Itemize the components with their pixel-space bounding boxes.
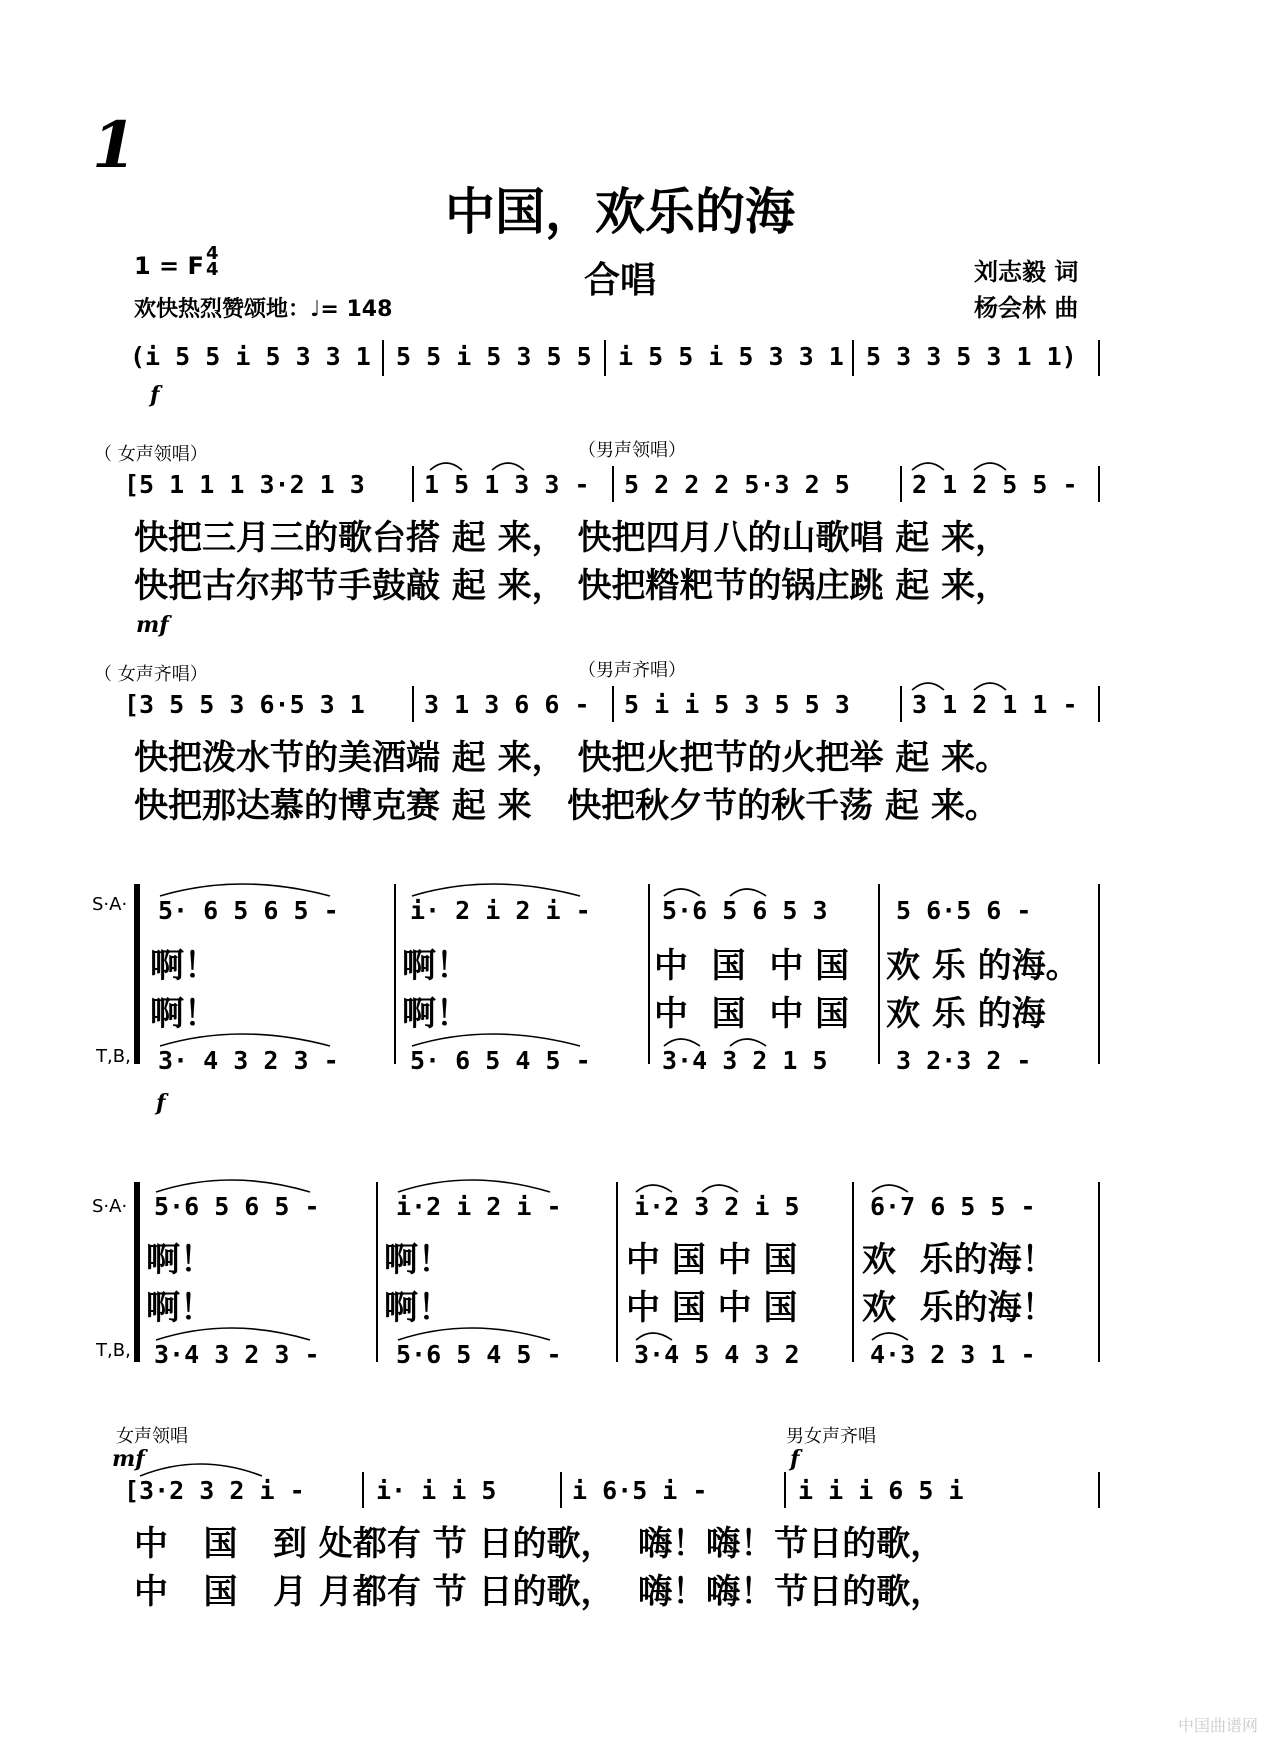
sa-measure: i·2 3 2 i 5 <box>634 1192 800 1221</box>
lyrics-verse-2: 快把古尔邦节手鼓敲 起 来， 快把糌粑节的锅庄跳 起 来， <box>134 566 1010 606</box>
key-signature: 1 = F <box>134 252 204 280</box>
sa-measure: 5·6 5 6 5 3 <box>662 896 828 925</box>
sa-measure: i·2 i 2 i - <box>396 1192 562 1221</box>
slur <box>730 889 766 896</box>
section-label: （男声领唱） <box>578 440 686 461</box>
section-label: 女声领唱 <box>116 1426 188 1447</box>
voice-label-tb: T,B, <box>96 1340 131 1361</box>
section-label: （男声齐唱） <box>578 660 686 681</box>
melody-measure: 2 1 2 5 5 - <box>912 470 1078 499</box>
lyricist-credit: 刘志毅 词 <box>974 258 1079 286</box>
lyrics-verse-2: 中 国 月 月都有 节 日的歌， 嗨！嗨！节日的歌， <box>134 1572 945 1612</box>
slur <box>702 1185 738 1192</box>
sa-measure: 5 6·5 6 - <box>896 896 1032 925</box>
slur <box>974 463 1006 470</box>
tb-measure: 3·4 5 4 3 2 <box>634 1340 800 1369</box>
tempo-marking: 欢快热烈赞颂地：♩= 148 <box>134 297 393 322</box>
lyrics-verse-1: 中 国 中 国 <box>626 1240 798 1280</box>
lyrics-verse-1: 啊！ <box>402 946 470 986</box>
lyrics-verse-2: 啊！ <box>146 1288 214 1328</box>
page-number: 1 <box>92 108 137 183</box>
slur <box>974 683 1006 690</box>
watermark: 中国曲谱网 <box>1177 1716 1258 1735</box>
dynamic-marking: f <box>150 382 160 408</box>
slur <box>664 889 700 896</box>
slur <box>160 1034 330 1046</box>
slur <box>872 1333 908 1340</box>
voice-label-sa: S·A· <box>92 1196 128 1217</box>
tb-measure: 4·3 2 3 1 - <box>870 1340 1036 1369</box>
slur <box>140 1464 262 1476</box>
slur <box>430 463 462 470</box>
slur <box>156 1328 310 1340</box>
melody-measure: [3 5 5 3 6·5 3 1 <box>124 690 365 719</box>
melody-measure: i 6·5 i - <box>572 1476 708 1505</box>
slur <box>412 1034 580 1046</box>
song-title: 中国，欢乐的海 <box>445 183 795 241</box>
tb-measure: 3· 4 3 2 3 - <box>158 1046 339 1075</box>
lyrics-verse-1: 欢 乐 的海。 <box>886 946 1080 986</box>
voice-label-sa: S·A· <box>92 894 128 915</box>
section-label: （ 女声领唱） <box>94 444 208 465</box>
lyrics-verse-2: 啊！ <box>384 1288 452 1328</box>
section-label: 男女声齐唱 <box>786 1426 876 1447</box>
melody-measure: [3·2 3 2 i - <box>124 1476 305 1505</box>
dynamic-marking: f <box>790 1446 800 1472</box>
lyrics-verse-1: 啊！ <box>384 1240 452 1280</box>
melody-measure: [5 1 1 1 3·2 1 3 <box>124 470 365 499</box>
section-label: （ 女声齐唱） <box>94 664 208 685</box>
tb-measure: 3·4 3 2 1 5 <box>662 1046 828 1075</box>
slur <box>160 884 330 896</box>
slur <box>492 463 524 470</box>
lyrics-verse-2: 快把那达慕的博克赛 起 来 快把秋夕节的秋千荡 起 来。 <box>134 786 999 826</box>
time-signature-bottom: 4 <box>206 259 219 280</box>
intro-measure-3: i 5 5 i 5 3 3 1 <box>618 342 844 371</box>
slur <box>156 1180 310 1192</box>
lyrics-verse-2: 中 国 中 国 <box>626 1288 798 1328</box>
intro-measure-1: (i 5 5 i 5 3 3 1 <box>130 342 371 371</box>
sa-measure: 5· 6 5 6 5 - <box>158 896 339 925</box>
sa-measure: 5·6 5 6 5 - <box>154 1192 320 1221</box>
lyrics-verse-1: 中 国 到 处都有 节 日的歌， 嗨！嗨！节日的歌， <box>134 1524 945 1564</box>
lyrics-verse-1: 欢 乐的海！ <box>862 1240 1056 1280</box>
tb-measure: 3·4 3 2 3 - <box>154 1340 320 1369</box>
lyrics-verse-2: 欢 乐的海！ <box>862 1288 1056 1328</box>
lyrics-verse-1: 快把泼水节的美酒端 起 来， 快把火把节的火把举 起 来。 <box>134 738 1010 778</box>
dynamic-marking: f <box>156 1090 166 1116</box>
melody-measure: 3 1 3 6 6 - <box>424 690 590 719</box>
slur <box>636 1333 672 1340</box>
lyrics-verse-2: 啊！ <box>402 994 470 1034</box>
melody-measure: 3 1 2 1 1 - <box>912 690 1078 719</box>
melody-measure: 5 2 2 2 5·3 2 5 <box>624 470 850 499</box>
slur <box>872 1185 908 1192</box>
lyrics-verse-2: 啊！ <box>150 994 218 1034</box>
tb-measure: 5· 6 5 4 5 - <box>410 1046 591 1075</box>
melody-measure: 1 5 1 3 3 - <box>424 470 590 499</box>
sa-measure: 6·7 6 5 5 - <box>870 1192 1036 1221</box>
lyrics-verse-2: 中 国 中 国 <box>654 994 850 1034</box>
lyrics-verse-1: 啊！ <box>146 1240 214 1280</box>
slur <box>398 1328 550 1340</box>
tb-measure: 5·6 5 4 5 - <box>396 1340 562 1369</box>
lyrics-verse-1: 快把三月三的歌台搭 起 来， 快把四月八的山歌唱 起 来， <box>134 518 1010 558</box>
slur <box>664 1039 700 1046</box>
song-subtitle: 合唱 <box>583 260 656 301</box>
melody-measure: i i i 6 5 i <box>798 1476 964 1505</box>
lyrics-verse-1: 啊！ <box>150 946 218 986</box>
intro-measure-4: 5 3 3 5 3 1 1) <box>866 342 1077 371</box>
lyrics-verse-1: 中 国 中 国 <box>654 946 850 986</box>
slur <box>412 884 580 896</box>
sa-measure: i· 2 i 2 i - <box>410 896 591 925</box>
melody-measure: i· i i 5 <box>376 1476 497 1505</box>
composer-credit: 杨会林 曲 <box>974 294 1079 322</box>
lyrics-verse-2: 欢 乐 的海 <box>886 994 1046 1034</box>
intro-measure-2: 5 5 i 5 3 5 5 <box>396 342 592 371</box>
dynamic-marking: mf <box>112 1446 145 1472</box>
voice-label-tb: T,B, <box>96 1046 131 1067</box>
slur <box>912 683 944 690</box>
tb-measure: 3 2·3 2 - <box>896 1046 1032 1075</box>
slur <box>636 1185 672 1192</box>
slur <box>912 463 944 470</box>
dynamic-marking: mf <box>136 612 169 638</box>
slur <box>398 1180 550 1192</box>
melody-measure: 5 i i 5 3 5 5 3 <box>624 690 850 719</box>
slur <box>730 1039 766 1046</box>
time-signature-top: 4 <box>206 243 219 264</box>
